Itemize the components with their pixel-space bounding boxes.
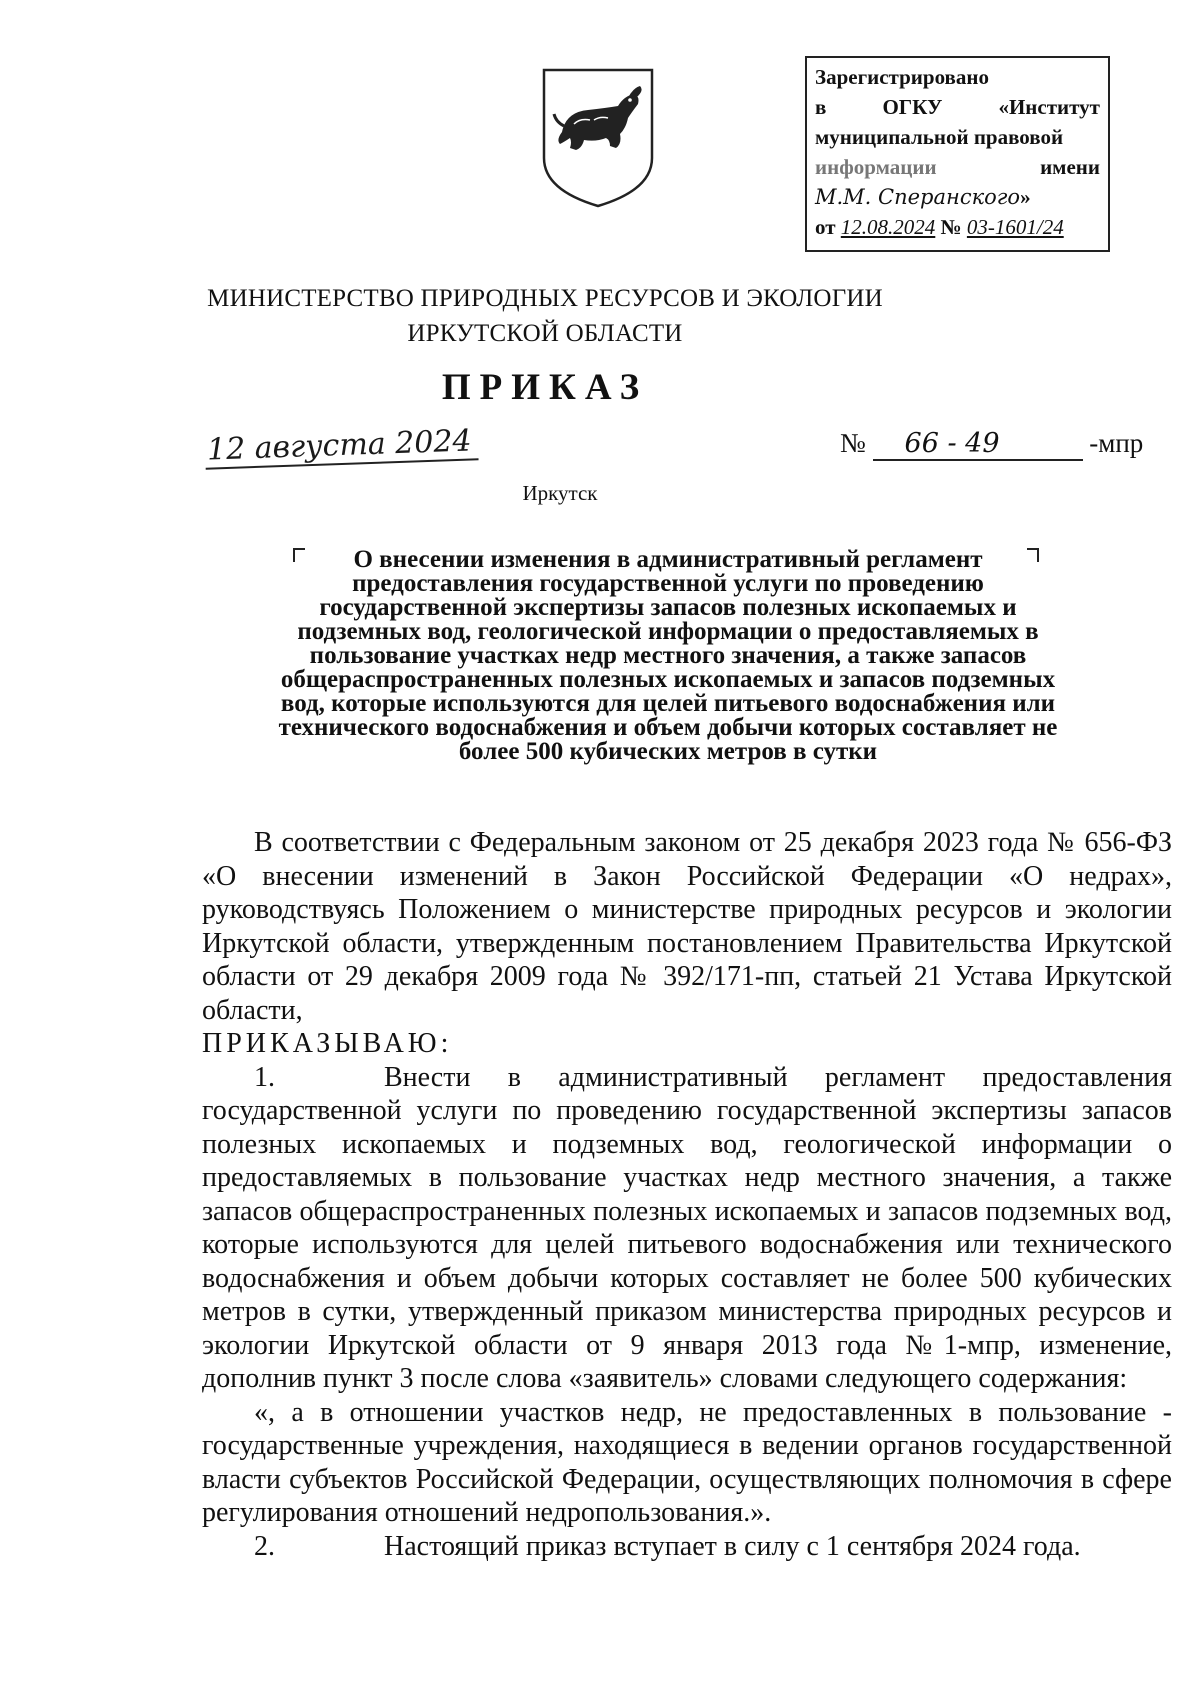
stamp-line-speransky bbox=[815, 182, 1100, 212]
stamp-from: от bbox=[815, 215, 836, 239]
registration-stamp bbox=[805, 56, 1110, 252]
stamp-line-information bbox=[815, 152, 1100, 182]
stamp-institute: «Институт bbox=[998, 95, 1100, 119]
order-word: ПРИКАЗЫВАЮ: bbox=[202, 1028, 453, 1059]
stamp-in: в bbox=[815, 95, 827, 119]
number-sign: № bbox=[840, 428, 866, 458]
item-2-text: Настоящий приказ вступает в силу с 1 сентября 2024 года. bbox=[384, 1530, 1081, 1562]
item-1-text: Внести в административный регламент предоставления государственной услуги по проведению государственной экспертизы запасов полезных ископаемых и подземных вод, геологической информации о предоставляемых в пользование участках недр местного значения, а также запасов общераспространенных полезных ископаемых и запасов подземных вод, которые используются для целей питьевого водоснабжения или технического водоснабжения и объем добычи которых составляет не более 500 кубических метров в сутки, утвержденный приказом министерства природных ресурсов и экологии Иркутской области от 9 января 2013 года №1-мпр, изменение, дополнив пункт 3 после слова «заявитель» словами следующего содержания: bbox=[202, 1061, 1172, 1394]
quote-paragraph: «, а в отношении участков недр, не предоставленных в пользование - государственные учреждения, находящиеся в ведении органов государственной власти субъектов Российской Федерации, осуществляющих полномочия в сфере регулирования отношений недропользования.». bbox=[202, 1396, 1172, 1528]
order-subject-title bbox=[218, 548, 1118, 764]
stamp-speransky-handwritten: М.М. Сперанского bbox=[815, 185, 1021, 209]
stamp-ogku: ОГКУ bbox=[882, 95, 943, 119]
stamp-named: имени bbox=[1040, 155, 1100, 179]
stamp-information: информации bbox=[815, 155, 937, 179]
item-1-paragraph bbox=[202, 1061, 1172, 1396]
stamp-date-handwritten: 12.08.2024 bbox=[840, 215, 936, 239]
subject-line: О внесении изменения в административный регламент bbox=[353, 546, 983, 573]
stamp-no-sign: № bbox=[940, 215, 962, 239]
ministry-name-line2: ИРКУТСКОЙ ОБЛАСТИ bbox=[407, 320, 683, 347]
subject-line: общераспространенных полезных ископаемых и запасов подземных bbox=[280, 666, 1056, 693]
stamp-line-registered: Зарегистрировано bbox=[815, 65, 989, 89]
order-title: ПРИКАЗ bbox=[441, 367, 649, 408]
order-number-handwritten: 66 - 49 bbox=[873, 428, 1083, 461]
stamp-line-date bbox=[815, 212, 1100, 242]
item-2-paragraph bbox=[202, 1530, 1172, 1564]
stamp-number-handwritten: 03-1601/24 bbox=[966, 215, 1064, 239]
stamp-quote-close: » bbox=[1020, 185, 1031, 209]
subject-line: предоставления государственной услуги по проведению bbox=[352, 570, 984, 597]
coat-of-arms-emblem bbox=[540, 66, 656, 210]
order-number bbox=[840, 428, 1143, 461]
city-name: Иркутск bbox=[522, 481, 598, 505]
subject-line: более 500 кубических метров в сутки bbox=[458, 738, 878, 765]
stamp-line-municipal: муниципальной правовой bbox=[815, 125, 1064, 149]
item-2-number: 2. bbox=[254, 1530, 275, 1562]
stamp-line-institute bbox=[815, 92, 1100, 122]
subject-line: государственной экспертизы запасов полезных ископаемых и bbox=[319, 594, 1017, 621]
subject-line: подземных вод, геологической информации о предоставляемых в bbox=[297, 618, 1039, 645]
order-date-handwritten: 12 августа 2024 bbox=[204, 423, 478, 469]
item-1-number: 1. bbox=[254, 1061, 275, 1093]
ministry-name-line1: МИНИСТЕРСТВО ПРИРОДНЫХ РЕСУРСОВ И ЭКОЛОГИИ bbox=[207, 285, 883, 312]
subject-line: пользование участках недр местного значения, а также запасов bbox=[309, 642, 1027, 669]
preamble-paragraph: В соответствии с Федеральным законом от 25 декабря 2023 года № 656-ФЗ «О внесении изменений в Закон Российской Федерации «О недрах», руководствуясь Положением о министерстве природных ресурсов и экологии Иркутской области, утвержденным постановлением Правительства Иркутской области от 29 декабря 2009 года № 392/171-пп, статьей 21 Устава Иркутской области, bbox=[202, 827, 1172, 1026]
order-body bbox=[202, 826, 1172, 1563]
subject-line: вод, которые используются для целей питьевого водоснабжения или bbox=[280, 690, 1056, 717]
subject-line: технического водоснабжения и объем добычи которых составляет не bbox=[278, 714, 1058, 741]
number-suffix: -мпр bbox=[1089, 428, 1144, 458]
